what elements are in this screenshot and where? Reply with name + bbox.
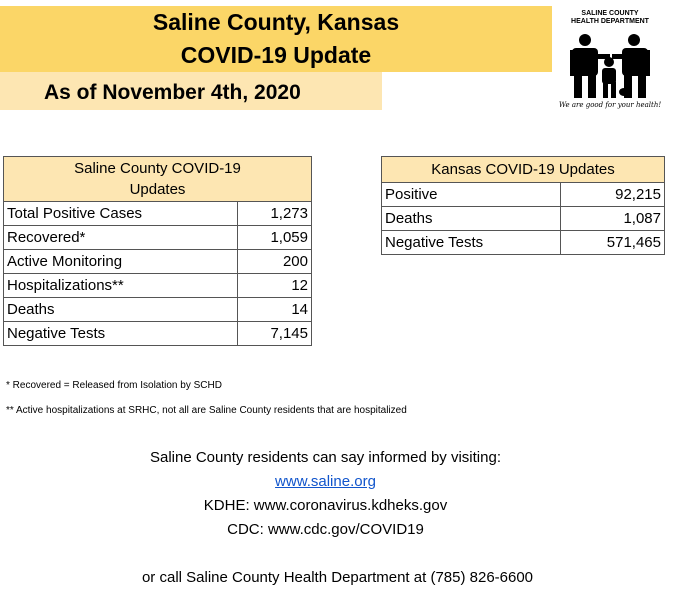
table-header xyxy=(4,157,312,202)
row-value: 200 xyxy=(238,250,312,274)
footnote-recovered: * Recovered = Released from Isolation by SCHD xyxy=(6,380,222,391)
row-value: 571,465 xyxy=(560,231,664,255)
table-header-line1: Saline County COVID-19 xyxy=(74,160,241,177)
row-value: 7,145 xyxy=(238,322,312,346)
row-label: Hospitalizations** xyxy=(4,274,238,298)
logo-line1: SALINE COUNTY xyxy=(581,10,639,17)
page-title: Saline County, Kansas xyxy=(152,9,400,35)
logo-tagline: We are good for your health! xyxy=(558,101,662,109)
row-label: Total Positive Cases xyxy=(4,202,238,226)
table-row xyxy=(382,183,665,207)
page-subtitle: COVID-19 Update xyxy=(180,42,372,68)
table-row xyxy=(4,250,312,274)
row-value: 1,059 xyxy=(238,226,312,250)
footnote-hospitalizations: ** Active hospitalizations at SRHC, not all are Saline County residents that are hospitalized xyxy=(6,405,407,416)
row-value: 14 xyxy=(238,298,312,322)
saline-website-link[interactable]: www.saline.org xyxy=(275,473,376,490)
table-header-line2: Updates xyxy=(129,181,186,198)
table-row xyxy=(4,226,312,250)
row-value: 1,087 xyxy=(560,207,664,231)
row-label: Deaths xyxy=(4,298,238,322)
table-row xyxy=(4,298,312,322)
row-label: Negative Tests xyxy=(4,322,238,346)
saline-county-table xyxy=(3,156,312,346)
table-row xyxy=(4,202,312,226)
kansas-table xyxy=(381,156,665,255)
row-label: Negative Tests xyxy=(382,231,561,255)
row-label: Recovered* xyxy=(4,226,238,250)
family-icon xyxy=(558,32,662,100)
table-row xyxy=(4,274,312,298)
row-value: 12 xyxy=(238,274,312,298)
kdhe-website: KDHE: www.coronavirus.kdheks.gov xyxy=(203,497,448,514)
row-value: 1,273 xyxy=(238,202,312,226)
phone-contact: or call Saline County Health Department at (785) 826-6600 xyxy=(141,569,534,586)
table-row xyxy=(4,322,312,346)
row-label: Deaths xyxy=(382,207,561,231)
table-row xyxy=(382,231,665,255)
row-label: Positive xyxy=(382,183,561,207)
health-department-logo xyxy=(558,10,662,114)
table-header: Kansas COVID-19 Updates xyxy=(382,157,665,183)
info-intro: Saline County residents can say informed by visiting: xyxy=(149,449,501,466)
cdc-website: CDC: www.cdc.gov/COVID19 xyxy=(227,521,424,538)
row-label: Active Monitoring xyxy=(4,250,238,274)
logo-line2: HEALTH DEPARTMENT xyxy=(571,18,649,25)
row-value: 92,215 xyxy=(560,183,664,207)
table-row xyxy=(382,207,665,231)
as-of-date: As of November 4th, 2020 xyxy=(44,81,301,104)
